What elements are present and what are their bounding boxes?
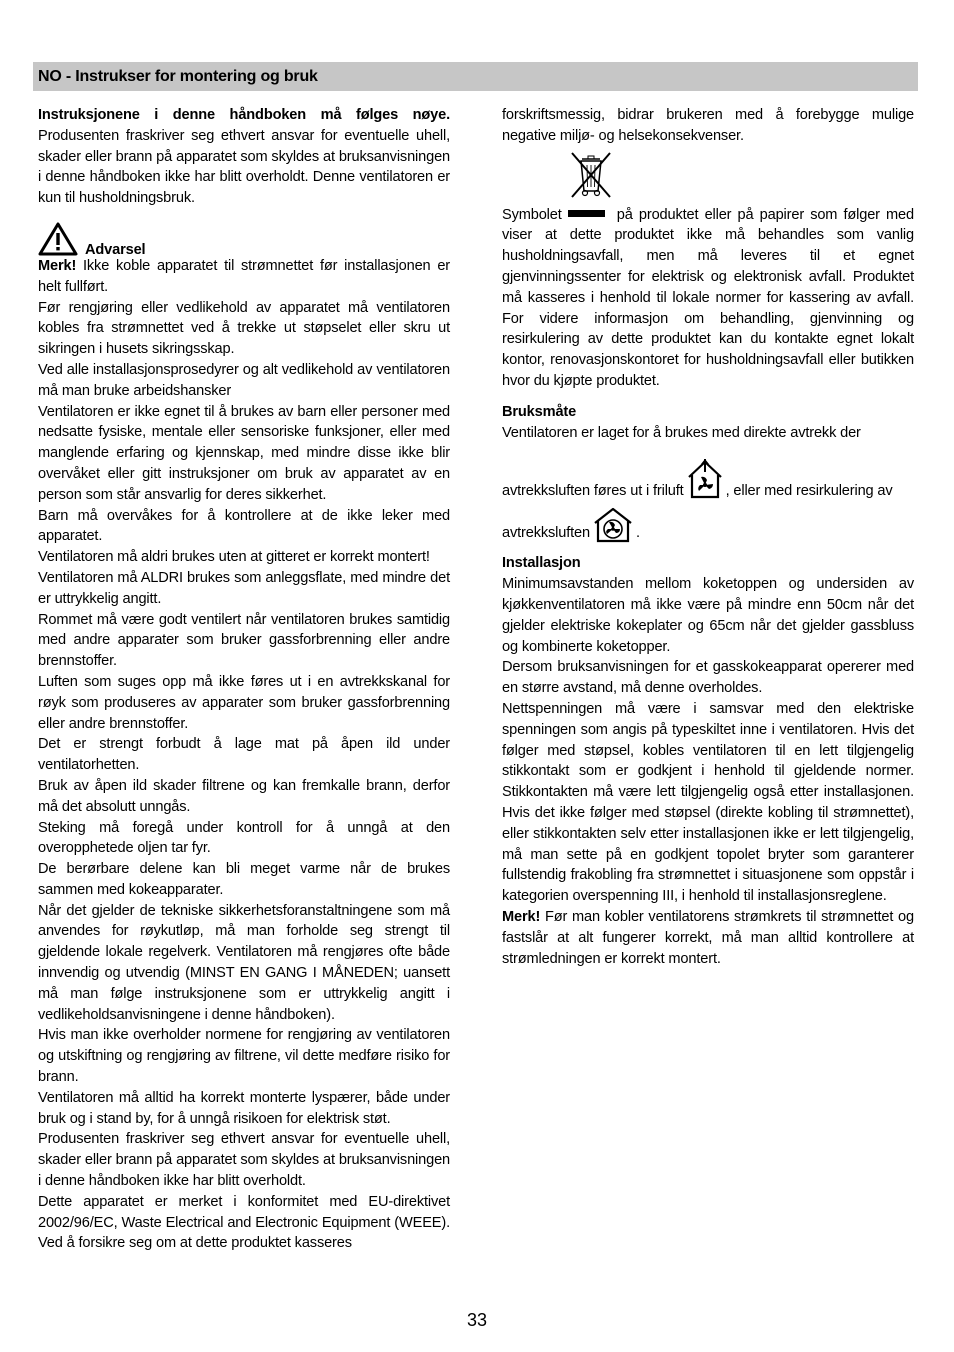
paragraph: De berørbare delene kan bli meget varme når de brukes sammen med kokeapparater. bbox=[38, 861, 450, 898]
right-column bbox=[502, 105, 914, 969]
paragraph: Steking må foregå under kontroll for å unngå at den overopphetede oljen tar fyr. bbox=[38, 819, 450, 857]
symbol-prefix: Symbolet bbox=[502, 206, 562, 223]
merk-paragraph bbox=[38, 256, 450, 298]
ducted-extraction-icon bbox=[686, 459, 724, 501]
intro-bold: Instruksjonene i denne håndboken må følges nøye. bbox=[38, 107, 450, 123]
recirculation-icon bbox=[592, 507, 634, 543]
merk-text: Før man kobler ventilatorens strømkrets til strømnettet og fastslår at alt fungerer korrekt, må man alltid kontrollere at strømledningen er korrekt montert. bbox=[502, 908, 914, 967]
merk-label: Merk! bbox=[38, 257, 77, 274]
intro-paragraph bbox=[38, 105, 450, 209]
paragraph: Ved alle installasjonsprosedyrer og alt vedlikehold av ventilatoren må man bruke arbeidshansker bbox=[38, 361, 450, 399]
paragraph: Når det gjelder de tekniske sikkerhetsforanstaltningene som må anvendes for røykutløp, må man forholde seg strengt til gjeldende lokale regelverk. Ventilatoren må rengjøres ofte både innvendig og utvendig (MINST EN GANG I MÅNEDEN; uansett må man følge instruksjonene som er uttrykkelig angitt i vedlikeholdsanvisningene i denne håndboken). bbox=[38, 902, 450, 1023]
bruksmate-text-2b: , eller med resirkulering av bbox=[725, 482, 893, 499]
bruksmate-text-2a: avtrekksluften føres ut i friluft bbox=[502, 482, 684, 499]
paragraph: Hvis man ikke overholder normene for rengjøring av ventilatoren og utskiftning og rengjøring av filtrene, vil dette medføre risiko for brann. bbox=[38, 1027, 450, 1086]
bruksmate-line-1: Ventilatoren er laget for å brukes med direkte avtrekk der bbox=[502, 424, 861, 441]
merk-paragraph bbox=[502, 907, 914, 969]
merk-text: Ikke koble apparatet til strømnettet før installasjonen er helt fullført. bbox=[38, 257, 450, 295]
bruksmate-text-3b: . bbox=[635, 524, 640, 541]
paragraph: Det er strengt forbudt å lage mat på åpen ild under ventilatorhetten. bbox=[38, 736, 450, 774]
page-number: 33 bbox=[466, 1310, 488, 1330]
paragraph: Rommet må være godt ventilert når ventilatoren brukes samtidig med andre apparater som bruker gassforbrenning eller andre brennstoffer. bbox=[38, 611, 450, 670]
paragraph: Ventilatoren må ALDRI brukes som anleggsflate, med mindre det er uttrykkelig angitt. bbox=[38, 569, 450, 607]
bruksmate-text-3a: avtrekksluften bbox=[502, 524, 590, 541]
weee-symbol-row bbox=[502, 147, 914, 205]
section-title: NO - Instrukser for montering og bruk bbox=[38, 68, 318, 85]
paragraph: Produsenten fraskriver seg ethvert ansvar for eventuelle uhell, skader eller brann på apparatet som skyldes at bruksanvisningen i denne håndboken ikke har blitt overholdt. bbox=[38, 1131, 450, 1190]
symbol-text: på produktet eller på papirer som følger med viser at dette produktet ikke må behandles som vanlig husholdningsavfall, men må leveres til et egnet gjenvinningssenter for elektrisk og elektronisk avfall. Produktet må kasseres i henhold til lokale normer for kassering av avfall. For videre informasjon om behandling, gjenvinning og resirkulering av dette produktet kan du kontakte egnet lokalt kontor, renovasjonskontoret for husholdningsavfall eller butikken hvor du kjøpte produktet. bbox=[502, 206, 914, 389]
paragraph: Ventilatoren må alltid ha korrekt monterte lyspærer, både under bruk og i stand by, for å unngå risikoen for elektrisk støt. bbox=[38, 1089, 450, 1127]
paragraph: Minimumsavstanden mellom koketoppen og undersiden av kjøkkenventilatoren må ikke være på mindre enn 50cm når det gjelder elektriske kokeplater og 65cm når det gjelder gassbluss og kombinerte koketopper. bbox=[502, 576, 914, 655]
paragraph: Dette apparatet er merket i konformitet med EU-direktivet 2002/96/EC, Waste Electrical and Electronic Equipment (WEEE). Ved å forsikre seg om at dette produktet kasseres bbox=[38, 1193, 450, 1252]
warning-title: Advarsel bbox=[85, 241, 146, 258]
intro-text: Produsenten fraskriver seg ethvert ansvar for eventuelle uhell, skader eller brann på apparatet som skyldes at bruksanvisningen i denne håndboken ikke har blitt overholdt. Denne ventilatoren er kun til husholdningsbruk. bbox=[38, 127, 450, 207]
warning-heading bbox=[38, 222, 450, 256]
installasjon-title: Installasjon bbox=[502, 555, 581, 572]
symbol-paragraph bbox=[502, 205, 914, 392]
paragraph: Ventilatoren er ikke egnet til å brukes av barn eller personer med nedsatte fysiske, mentale eller sensoriske funksjoner, eller med manglende erfaring og kjennskap, med mindre disse ikke blir overvåket eller gitt instruksjoner om bruk av apparatet av en person som står ansvarlig for deres sikkerhet. bbox=[38, 403, 450, 503]
paragraph: Luften som suges opp må ikke føres ut i en avtrekkskanal for røyk som produseres av apparater som bruker gassforbrenning eller andre brennstoffer. bbox=[38, 673, 450, 732]
paragraph: Bruk av åpen ild skader filtrene og kan fremkalle brann, derfor må det absolutt unngås. bbox=[38, 777, 450, 815]
crossed-out-wheelie-bin-icon bbox=[568, 151, 614, 199]
paragraph: Barn må overvåkes for å kontrollere at de ikke leker med apparatet. bbox=[38, 507, 450, 545]
paragraph: Dersom bruksanvisningen for et gasskokeapparat opererer med en større avstand, må denne overholdes. bbox=[502, 659, 914, 697]
paragraph: Ventilatoren må aldri brukes uten at gitteret er korrekt montert! bbox=[38, 549, 430, 566]
bruksmate-title: Bruksmåte bbox=[502, 403, 577, 420]
paragraph: Før rengjøring eller vedlikehold av apparatet må ventilatoren kobles fra strømnettet ved å trekke ut støpselet eller skru ut sikringen i husets sikringsskap. bbox=[38, 299, 450, 358]
section-header-bar bbox=[33, 62, 918, 91]
warning-triangle-icon bbox=[38, 222, 78, 256]
black-bar-symbol-icon bbox=[568, 210, 605, 217]
merk-label: Merk! bbox=[502, 908, 541, 925]
bruksmate-line-3 bbox=[502, 501, 914, 543]
left-column bbox=[38, 105, 450, 1254]
bruksmate-line-2 bbox=[502, 443, 914, 501]
paragraph: Nettspenningen må være i samsvar med den elektriske spenningen som angis på typeskiltet inne i ventilatoren. Hvis det følger med støpsel, kobles ventilatoren til en lett tilgjengelig stikkontakt som er godkjent i henhold til gjeldende normer. Stikkontakten må være lett tilgjengelig også etter installasjonen. Hvis det ikke følger med støpsel (direkte kobling til strømnettet), eller stikkontakten selv etter installasjonen ikke er lett tilgjengelig, må man sette på en godkjent topolet bryter som garanterer fullstendig frakobling fra strømnettet i situasjonene som oppstår i kategorien overspenning III, i henhold til installasjonsreglene. bbox=[502, 700, 914, 905]
continued-paragraph: forskriftsmessig, bidrar brukeren med å forebygge mulige negative miljø- og helsekonsekvenser. bbox=[502, 107, 914, 144]
